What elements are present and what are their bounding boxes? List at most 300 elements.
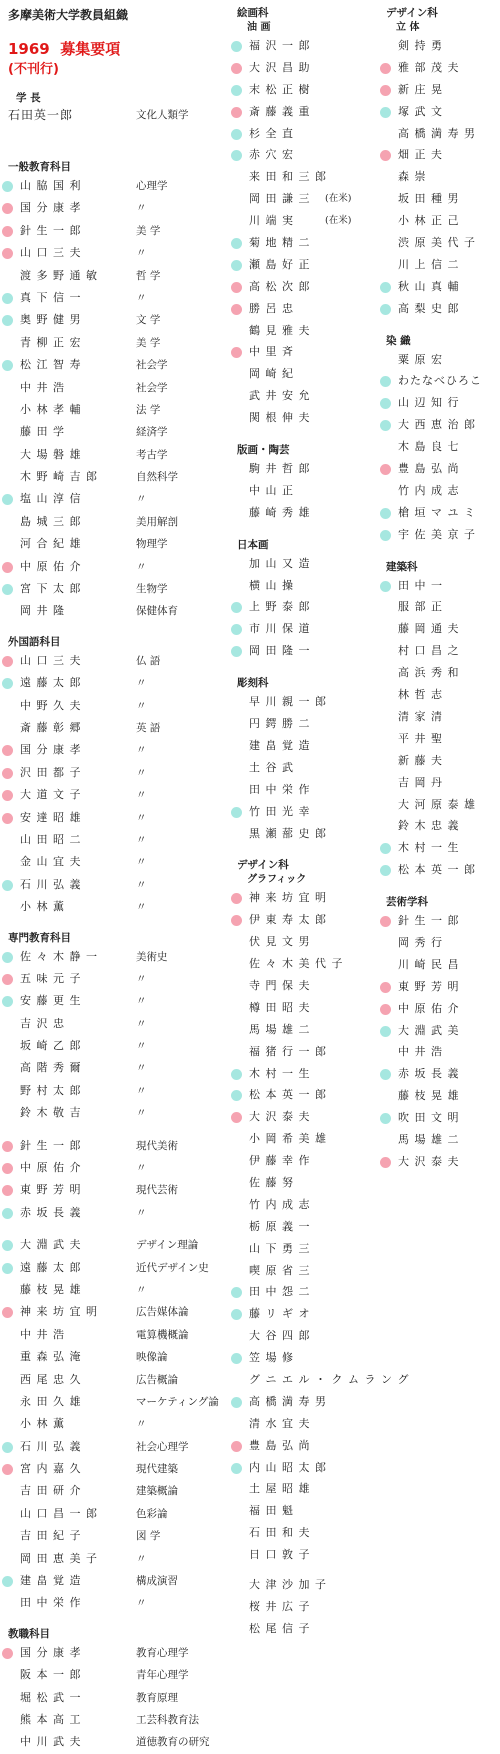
list-item — [237, 1019, 387, 1041]
person-name: 高 梨 史 郎 — [398, 301, 460, 315]
subject: 〃 — [136, 972, 147, 985]
pink-marker-dot — [2, 1163, 13, 1174]
person-name: 林 哲 志 — [398, 688, 443, 702]
cyan-marker-dot — [2, 678, 13, 689]
cyan-marker-dot — [380, 1026, 391, 1037]
list-item — [237, 276, 387, 298]
list-item — [8, 600, 233, 622]
cyan-marker-dot — [380, 398, 391, 409]
list-item — [8, 421, 233, 443]
person-name: 福 猪 行 一 郎 — [249, 1044, 327, 1058]
cyan-marker-dot — [2, 1263, 13, 1274]
person-name: 小 林 薫 — [20, 900, 65, 914]
subject: 構成演習 — [136, 1575, 178, 1588]
pink-marker-dot — [2, 1185, 13, 1196]
list-item — [237, 1435, 387, 1457]
person-name: 土 屋 昭 雄 — [249, 1482, 311, 1496]
list-item — [8, 784, 233, 806]
list-item — [8, 175, 233, 197]
president-heading: 学 長 — [16, 92, 41, 104]
list-item — [386, 1041, 498, 1063]
list-item — [386, 1063, 498, 1085]
person-name: 桜 井 広 子 — [249, 1599, 311, 1613]
list-item — [237, 1391, 387, 1413]
person-name: 大 沢 泰 夫 — [249, 1110, 311, 1124]
list-item — [237, 1413, 387, 1435]
list-item — [8, 556, 233, 578]
pink-marker-dot — [2, 656, 13, 667]
person-name: 藤 リ ギ オ — [249, 1307, 311, 1321]
subject: 経済学 — [136, 426, 168, 439]
pink-marker-dot — [380, 63, 391, 74]
subject: 〃 — [136, 1017, 147, 1030]
section — [8, 160, 233, 623]
pink-marker-dot — [380, 1157, 391, 1168]
cyan-marker-dot — [231, 1463, 242, 1474]
person-name: 中 井 浩 — [20, 380, 65, 394]
person-name: 吉 岡 丹 — [398, 775, 443, 789]
list-item — [386, 910, 498, 932]
list-item — [8, 197, 233, 219]
person-name: 円 鍔 勝 二 — [249, 717, 311, 731]
list-item — [237, 823, 387, 845]
section — [8, 635, 233, 919]
section — [237, 6, 387, 429]
list-item — [386, 414, 498, 436]
section-heading: デザイン科 — [386, 7, 438, 19]
list-item — [386, 932, 498, 954]
person-name: 中 井 浩 — [398, 1045, 443, 1059]
list-item — [237, 1574, 387, 1596]
list-item — [8, 896, 233, 918]
person-name: 熊 本 高 工 — [20, 1713, 82, 1726]
person-name: 小 林 正 己 — [398, 214, 460, 228]
list-item — [8, 1480, 233, 1502]
list-item — [386, 166, 498, 188]
cyan-marker-dot — [380, 304, 391, 315]
list-item — [237, 101, 387, 123]
status-label: (不刊行) — [8, 62, 59, 77]
subject: 電算機概論 — [136, 1328, 189, 1341]
cyan-marker-dot — [231, 238, 242, 249]
section-heading: 一般教育科目 — [8, 161, 71, 173]
person-name: 高 橋 満 寿 男 — [398, 126, 476, 140]
person-name: 高 松 次 郎 — [249, 279, 311, 293]
spacer — [8, 1125, 233, 1135]
list-item — [8, 1202, 233, 1224]
cyan-marker-dot — [380, 376, 391, 387]
person-name: 坂 崎 乙 郎 — [20, 1039, 82, 1053]
list-item — [237, 458, 387, 480]
person-name: 赤 坂 長 義 — [20, 1205, 82, 1219]
person-name: 針 生 一 郎 — [398, 914, 460, 928]
person-name: 堀 松 武 一 — [20, 1690, 82, 1704]
person-name: 岡 秀 行 — [398, 935, 443, 949]
list-item — [237, 553, 387, 575]
person-name: 松 尾 信 子 — [249, 1621, 311, 1635]
pink-marker-dot — [231, 282, 242, 293]
list-item — [8, 946, 233, 968]
person-name: 高 橋 満 寿 男 — [249, 1394, 327, 1408]
cyan-marker-dot — [231, 602, 242, 613]
section — [386, 6, 498, 320]
list-item — [237, 757, 387, 779]
person-name: 遠 藤 太 郎 — [20, 676, 82, 690]
cyan-marker-dot — [2, 1208, 13, 1219]
pink-marker-dot — [2, 790, 13, 801]
pink-marker-dot — [2, 248, 13, 259]
person-name: 勝 呂 忠 — [249, 301, 294, 315]
person-name: 針 生 一 郎 — [20, 1138, 82, 1152]
person-name: 豊 島 弘 尚 — [398, 462, 460, 476]
person-name: 市 川 保 道 — [249, 622, 311, 636]
list-item — [8, 1525, 233, 1547]
person-name: 大 西 恵 治 郎 — [398, 418, 476, 432]
list-item — [386, 1129, 498, 1151]
person-name: 藤 田 学 — [20, 425, 65, 439]
pink-marker-dot — [380, 150, 391, 161]
person-name: 加 山 又 造 — [249, 556, 311, 570]
list-item — [8, 851, 233, 873]
subject: 道徳教育の研究 — [136, 1736, 210, 1749]
subject: 文 学 — [136, 314, 161, 327]
section-heading: 外国語科目 — [8, 635, 61, 648]
person-name: 松 江 智 寿 — [20, 358, 82, 372]
person-name: 中 井 浩 — [20, 1327, 65, 1341]
person-name: 山 下 勇 三 — [249, 1241, 311, 1255]
subject: 〃 — [136, 560, 147, 573]
list-item — [386, 370, 498, 392]
list-item — [386, 662, 498, 684]
list-item — [237, 166, 387, 188]
cyan-marker-dot — [231, 624, 242, 635]
list-item — [386, 976, 498, 998]
subject: 〃 — [136, 1418, 147, 1431]
list-item — [237, 1325, 387, 1347]
person-name: 畑 正 夫 — [398, 148, 443, 162]
subject: 〃 — [136, 1107, 147, 1120]
list-item — [386, 144, 498, 166]
person-name: 来 田 和 三 郎 — [249, 170, 327, 184]
subject: 〃 — [136, 677, 147, 690]
person-name: 土 谷 武 — [249, 760, 294, 774]
list-item — [386, 618, 498, 640]
list-item — [386, 1085, 498, 1107]
subject: 美 学 — [136, 336, 161, 349]
person-name: 鈴 木 忠 義 — [398, 819, 460, 833]
cyan-marker-dot — [2, 880, 13, 891]
section-heading: 専門教育科目 — [8, 931, 71, 944]
person-name: 山 口 三 夫 — [20, 246, 82, 260]
section — [237, 538, 387, 662]
list-item — [8, 1035, 233, 1057]
person-name: 横 山 操 — [249, 578, 294, 592]
cyan-marker-dot — [2, 315, 13, 326]
person-name: 建 畠 覚 造 — [249, 738, 311, 752]
person-name: 伊 藤 幸 作 — [249, 1154, 311, 1168]
person-name: 遠 藤 太 郎 — [20, 1260, 82, 1274]
person-name: 赤 坂 長 義 — [398, 1067, 460, 1081]
person-name: 野 村 太 郎 — [20, 1083, 82, 1097]
list-item — [8, 265, 233, 287]
cyan-marker-dot — [2, 494, 13, 505]
person-name: 福 沢 一 郎 — [249, 39, 311, 52]
person-name: 内 山 昭 太 郎 — [249, 1460, 327, 1474]
subject: 広告媒体論 — [136, 1306, 189, 1319]
list-item — [237, 1216, 387, 1238]
subject: 〃 — [136, 699, 147, 712]
list-item — [386, 298, 498, 320]
list-item — [237, 596, 387, 618]
list-item — [8, 968, 233, 990]
person-name: 木 島 良 七 — [398, 440, 460, 454]
list-item — [237, 1260, 387, 1282]
list-item — [8, 672, 233, 694]
list-item — [386, 188, 498, 210]
note: (在米) — [325, 215, 352, 227]
cyan-marker-dot — [2, 181, 13, 192]
list-item — [8, 762, 233, 784]
person-name: 山 辺 知 行 — [398, 396, 460, 410]
person-name: 雅 部 茂 夫 — [398, 60, 460, 74]
person-name: 村 口 昌 之 — [398, 644, 460, 658]
list-item — [8, 1436, 233, 1458]
person-name: 島 城 三 郎 — [20, 514, 82, 528]
list-item — [237, 210, 387, 232]
person-name: 田 中 栄 作 — [249, 782, 311, 796]
person-name: 川 崎 民 昌 — [398, 957, 460, 971]
list-item — [8, 1179, 233, 1201]
subject: 現代美術 — [136, 1139, 178, 1152]
pink-marker-dot — [2, 1141, 13, 1152]
section-heading: 教職科目 — [8, 1627, 50, 1640]
list-item — [237, 1172, 387, 1194]
list-item — [8, 1503, 233, 1525]
person-name: 建 畠 覚 造 — [20, 1574, 82, 1588]
list-item — [237, 691, 387, 713]
pink-marker-dot — [2, 745, 13, 756]
list-item — [8, 1592, 233, 1614]
cyan-marker-dot — [380, 865, 391, 876]
subject: 考古学 — [136, 448, 168, 461]
subject: 工芸科教育法 — [136, 1714, 199, 1726]
list-item — [237, 1150, 387, 1172]
list-item — [386, 392, 498, 414]
person-name: 針 生 一 郎 — [20, 223, 82, 237]
list-item — [237, 1194, 387, 1216]
list-item — [386, 254, 498, 276]
list-item — [237, 35, 387, 57]
person-name: 渡 多 野 通 敏 — [20, 268, 98, 282]
person-name: 塚 武 文 — [398, 104, 443, 118]
section — [386, 560, 498, 881]
subject: 〃 — [136, 291, 147, 304]
person-name: 小 林 孝 輔 — [20, 402, 82, 416]
subject: マーケティング論 — [136, 1395, 219, 1408]
pink-marker-dot — [380, 916, 391, 927]
person-name: 末 松 正 樹 — [249, 82, 311, 96]
list-item — [386, 458, 498, 480]
person-name: 佐 々 木 静 一 — [20, 949, 98, 963]
president-name: 石田英一郎 — [8, 108, 74, 122]
section — [237, 443, 387, 524]
list-item — [386, 728, 498, 750]
pink-marker-dot — [231, 1441, 242, 1452]
subject: 近代デザイン史 — [136, 1261, 209, 1274]
cyan-marker-dot — [380, 530, 391, 541]
subject: 色彩論 — [136, 1507, 168, 1520]
person-name: 粟 原 宏 — [398, 352, 443, 366]
list-item — [237, 1544, 387, 1566]
subject: 教育心理学 — [136, 1646, 189, 1659]
cyan-marker-dot — [231, 1069, 242, 1080]
person-name: 金 山 宜 夫 — [20, 855, 82, 869]
pink-marker-dot — [231, 107, 242, 118]
cyan-marker-dot — [2, 360, 13, 371]
list-item — [237, 341, 387, 363]
list-item — [237, 480, 387, 502]
list-item — [237, 1084, 387, 1106]
list-item — [8, 1301, 233, 1323]
pink-marker-dot — [2, 562, 13, 573]
person-name: 大 沢 泰 夫 — [398, 1154, 460, 1168]
list-item — [237, 575, 387, 597]
person-name: 石 川 弘 義 — [20, 877, 82, 891]
list-item — [8, 695, 233, 717]
year: 1969 — [8, 40, 50, 58]
person-name: 田 中 一 — [398, 578, 443, 592]
subject: 〃 — [136, 833, 147, 846]
person-name: 槍 垣 マ ユ ミ — [398, 505, 476, 519]
person-name: 安 藤 更 生 — [20, 994, 82, 1008]
person-name: 田 中 栄 作 — [20, 1596, 82, 1610]
cyan-marker-dot — [2, 952, 13, 963]
list-item — [8, 1731, 233, 1753]
person-name: 大 津 沙 加 子 — [249, 1578, 327, 1591]
cyan-marker-dot — [231, 129, 242, 140]
note: (在米) — [325, 193, 352, 205]
person-name: 馬 場 雄 二 — [249, 1022, 311, 1036]
list-item — [386, 772, 498, 794]
person-name: 岡 田 隆 一 — [249, 644, 311, 658]
person-name: 菊 地 精 二 — [249, 236, 311, 250]
list-item — [386, 1151, 498, 1173]
person-name: 石 川 弘 義 — [20, 1439, 82, 1453]
person-name: 栃 原 義 一 — [249, 1219, 311, 1233]
list-item — [386, 232, 498, 254]
person-name: 吉 沢 忠 — [20, 1016, 65, 1030]
list-item — [237, 640, 387, 662]
person-name: 中 野 久 夫 — [20, 698, 82, 712]
list-item — [386, 596, 498, 618]
column-1 — [8, 0, 233, 1754]
person-name: 川 端 実 — [249, 214, 294, 228]
section-heading: 版画・陶芸 — [237, 444, 290, 457]
list-item — [386, 524, 498, 546]
list-item — [386, 35, 498, 57]
section-heading: 建築科 — [386, 560, 418, 573]
subject: 〃 — [136, 811, 147, 824]
list-item — [237, 57, 387, 79]
person-name: 瀬 島 好 正 — [249, 257, 311, 271]
list-item — [8, 1346, 233, 1368]
subject: 〃 — [136, 247, 147, 260]
cyan-marker-dot — [231, 1090, 242, 1101]
list-item — [8, 354, 233, 376]
person-name: 岡 井 隆 — [20, 604, 65, 618]
subject: 英 語 — [136, 721, 161, 734]
person-name: 大 沢 昌 助 — [249, 60, 311, 74]
cyan-marker-dot — [231, 85, 242, 96]
subject: 映像論 — [136, 1351, 168, 1364]
subject: 〃 — [136, 1552, 147, 1565]
list-item — [8, 488, 233, 510]
section-heading: 芸術学科 — [386, 896, 428, 909]
person-name: 岡 田 恵 美 子 — [20, 1551, 98, 1565]
person-name: 新 庄 晃 — [398, 82, 443, 96]
list-item — [8, 466, 233, 488]
pink-marker-dot — [231, 915, 242, 926]
cyan-marker-dot — [2, 1442, 13, 1453]
pink-marker-dot — [2, 1464, 13, 1475]
pink-marker-dot — [231, 63, 242, 74]
list-item — [8, 309, 233, 331]
section — [237, 676, 387, 844]
cyan-marker-dot — [231, 1397, 242, 1408]
person-name: 喫 原 省 三 — [249, 1263, 311, 1277]
list-item — [8, 332, 233, 354]
person-name: 青 柳 正 宏 — [20, 335, 82, 349]
cyan-marker-dot — [2, 293, 13, 304]
person-name: 福 田 魁 — [249, 1504, 294, 1518]
list-item — [386, 79, 498, 101]
column-3 — [386, 0, 498, 1173]
section — [8, 1627, 233, 1754]
list-item — [8, 444, 233, 466]
list-item — [386, 575, 498, 597]
subject: 〃 — [136, 1162, 147, 1175]
person-name: 塩 山 淳 信 — [20, 492, 82, 506]
list-item — [8, 1709, 233, 1731]
list-item — [8, 990, 233, 1012]
list-item — [237, 1238, 387, 1260]
person-name: 樽 田 昭 夫 — [249, 1000, 311, 1014]
person-name: 伊 東 寿 太 郎 — [249, 913, 327, 927]
list-item — [237, 997, 387, 1019]
person-name: 吹 田 文 明 — [398, 1111, 460, 1125]
cyan-marker-dot — [380, 107, 391, 118]
person-name: 真 下 信 一 — [20, 290, 82, 304]
person-name: 杉 全 直 — [249, 126, 294, 140]
subject: 〃 — [136, 1040, 147, 1053]
section — [386, 895, 498, 1173]
subject: デザイン理論 — [136, 1239, 199, 1252]
pink-marker-dot — [231, 893, 242, 904]
list-item — [386, 1107, 498, 1129]
list-item — [237, 931, 387, 953]
person-name: 藤 崎 秀 雄 — [249, 505, 311, 519]
subject: 法 学 — [136, 403, 161, 416]
list-item — [237, 385, 387, 407]
person-name: 日 口 敦 子 — [249, 1548, 311, 1562]
person-name: 中 原 佑 介 — [20, 1161, 82, 1175]
list-item — [8, 1234, 233, 1256]
cyan-marker-dot — [231, 1353, 242, 1364]
list-item — [8, 1570, 233, 1592]
list-item — [8, 739, 233, 761]
pink-marker-dot — [380, 464, 391, 475]
subject: 〃 — [136, 856, 147, 869]
